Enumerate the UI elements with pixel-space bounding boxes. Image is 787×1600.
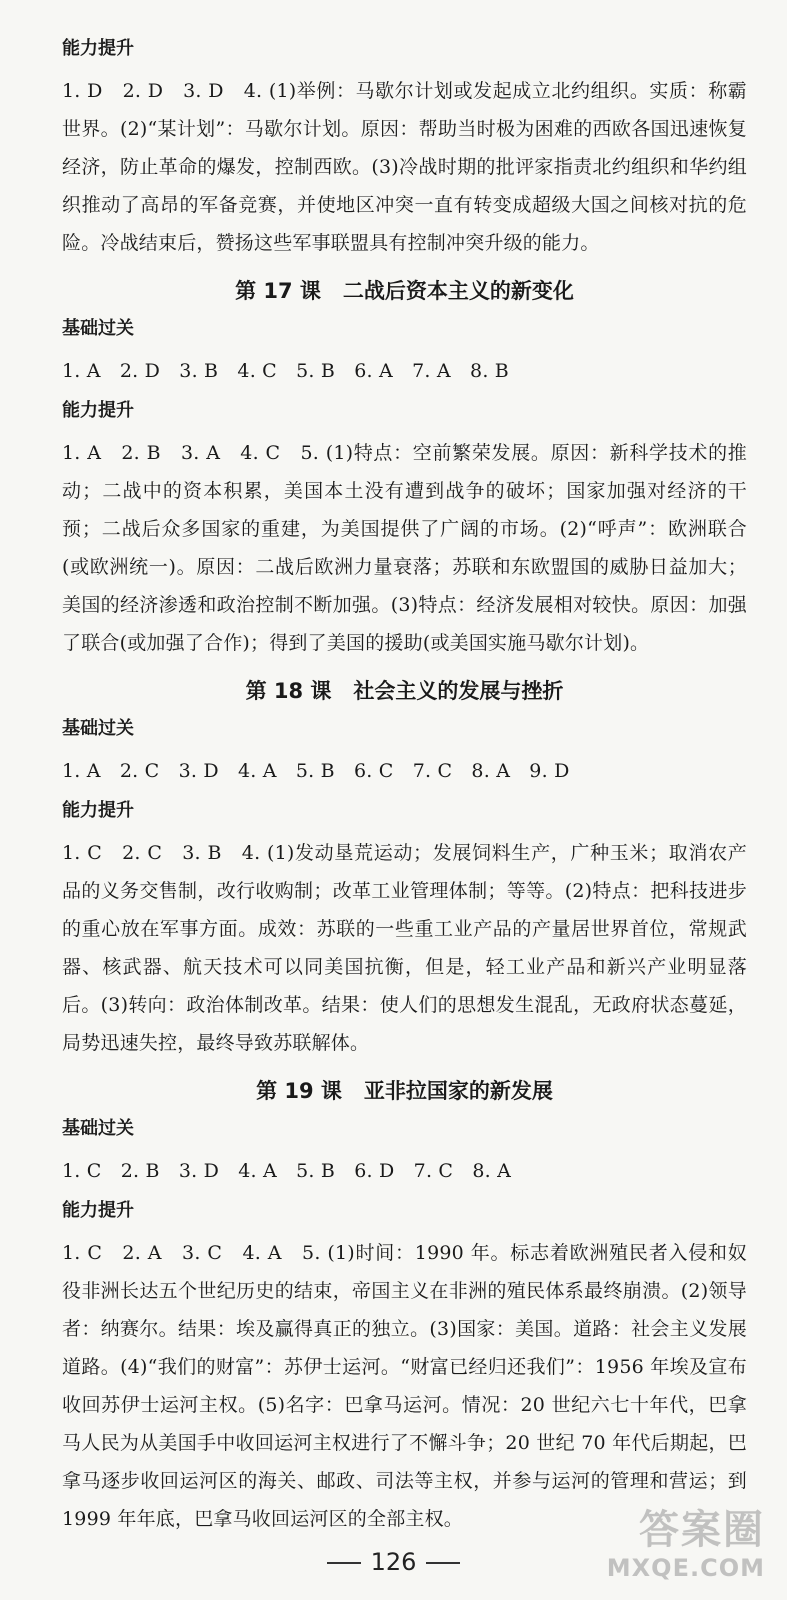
lesson-17-title (62, 276, 747, 306)
lesson-19-basic-answers: 1. C 2. B 3. D 4. A 5. B 6. D 7. C 8. A (62, 1160, 512, 1182)
lesson-17-advanced-label: 能力提升 (62, 400, 134, 421)
lesson-17-advanced-answers: 1. A 2. B 3. A 4. C 5. (1)特点：空前繁荣发展。原因：新科学技术的推动；二战中的资本积累，美国本土没有遭到战争的破坏；国家加强对经济的干预；二战后众多国家的重建，为美国提供了广阔的市场。(2)“呼声”：欧洲联合(或欧洲统一)。原因：二战后欧洲力量衰落；苏联和东欧盟国的威胁日益加大；美国的经济渗透和政治控制不断加强。(3)特点：经济发展相对较快。原因：加强了联合(或加强了合作)；得到了美国的援助(或美国实施马歇尔计划)。 (62, 442, 747, 654)
page-number-dash-right (426, 1562, 460, 1564)
lesson-17-name: 二战后资本主义的新变化 (342, 279, 574, 303)
lesson-18-advanced-label: 能力提升 (62, 800, 134, 821)
answers-lesson16-ability: 1. D 2. D 3. D 4. (1)举例：马歇尔计划或发起成立北约组织。实质：称霸世界。(2)“某计划”：马歇尔计划。原因：帮助当时极为困难的西欧各国迅速恢复经济，防止革命的爆发，控制西欧。(3)冷战时期的批评家指责北约组织和华约组织推动了高昂的军备竞赛，并使地区冲突一直有转变成超级大国之间核对抗的危险。冷战结束后，赞扬这些军事联盟具有控制冲突升级的能力。 (62, 80, 747, 254)
lesson-18-basic-answers: 1. A 2. C 3. D 4. A 5. B 6. C 7. C 8. A 9. D (62, 760, 570, 782)
lesson-19-name: 亚非拉国家的新发展 (363, 1079, 553, 1103)
lesson-18-advanced-answers: 1. C 2. C 3. B 4. (1)发动垦荒运动；发展饲料生产，广种玉米；取消农产品的义务交售制，改行收购制；改革工业管理体制；等等。(2)特点：把科技进步的重心放在军事方面。成效：苏联的一些重工业产品的产量居世界首位，常规武器、核武器、航天技术可以同美国抗衡，但是，轻工业产品和新兴产业明显落后。(3)转向：政治体制改革。结果：使人们的思想发生混乱，无政府状态蔓延，局势迅速失控，最终导致苏联解体。 (62, 842, 747, 1054)
lesson-19-basic-label: 基础过关 (62, 1118, 134, 1139)
lesson-19-advanced-answers: 1. C 2. A 3. C 4. A 5. (1)时间：1990 年。标志着欧洲殖民者入侵和奴役非洲长达五个世纪历史的结束，帝国主义在非洲的殖民体系最终崩溃。(2)领导者：纳赛尔。结果：埃及赢得真正的独立。(3)国家：美国。道路：社会主义发展道路。(4)“我们的财富”：苏伊士运河。“财富已经归还我们”：1956 年埃及宣布收回苏伊士运河主权。(5)名字：巴拿马运河。情况：20 世纪六七十年代，巴拿马人民为从美国手中收回运河主权进行了不懈斗争；20 世纪 70 年代后期起，巴拿马逐步收回运河区的海关、邮政、司法等主权，并参与运河的管理和营运；到 1999 年年底，巴拿马收回运河区的全部主权。 (62, 1242, 747, 1530)
lesson-17-basic-label: 基础过关 (62, 318, 134, 339)
watermark (545, 1506, 765, 1582)
lesson-18-title (62, 676, 747, 706)
section-subhead-ability: 能力提升 (62, 38, 134, 59)
page-number-dash-left (327, 1562, 361, 1564)
lesson-19-advanced-label: 能力提升 (62, 1200, 134, 1221)
page-number-value: 126 (370, 1548, 417, 1576)
lesson-17-basic-answers: 1. A 2. D 3. B 4. C 5. B 6. A 7. A 8. B (62, 360, 509, 382)
lesson-18-number: 第 18 课 (245, 679, 332, 703)
lesson-18-name: 社会主义的发展与挫折 (353, 679, 564, 703)
watermark-logo: 答案圈 (639, 1507, 765, 1553)
lesson-19-number: 第 19 课 (256, 1079, 342, 1103)
lesson-18-basic-label: 基础过关 (62, 718, 134, 739)
lesson-17-number: 第 17 课 (235, 279, 321, 303)
watermark-url: MXQE.COM (606, 1554, 765, 1582)
lesson-19-title (62, 1076, 747, 1106)
